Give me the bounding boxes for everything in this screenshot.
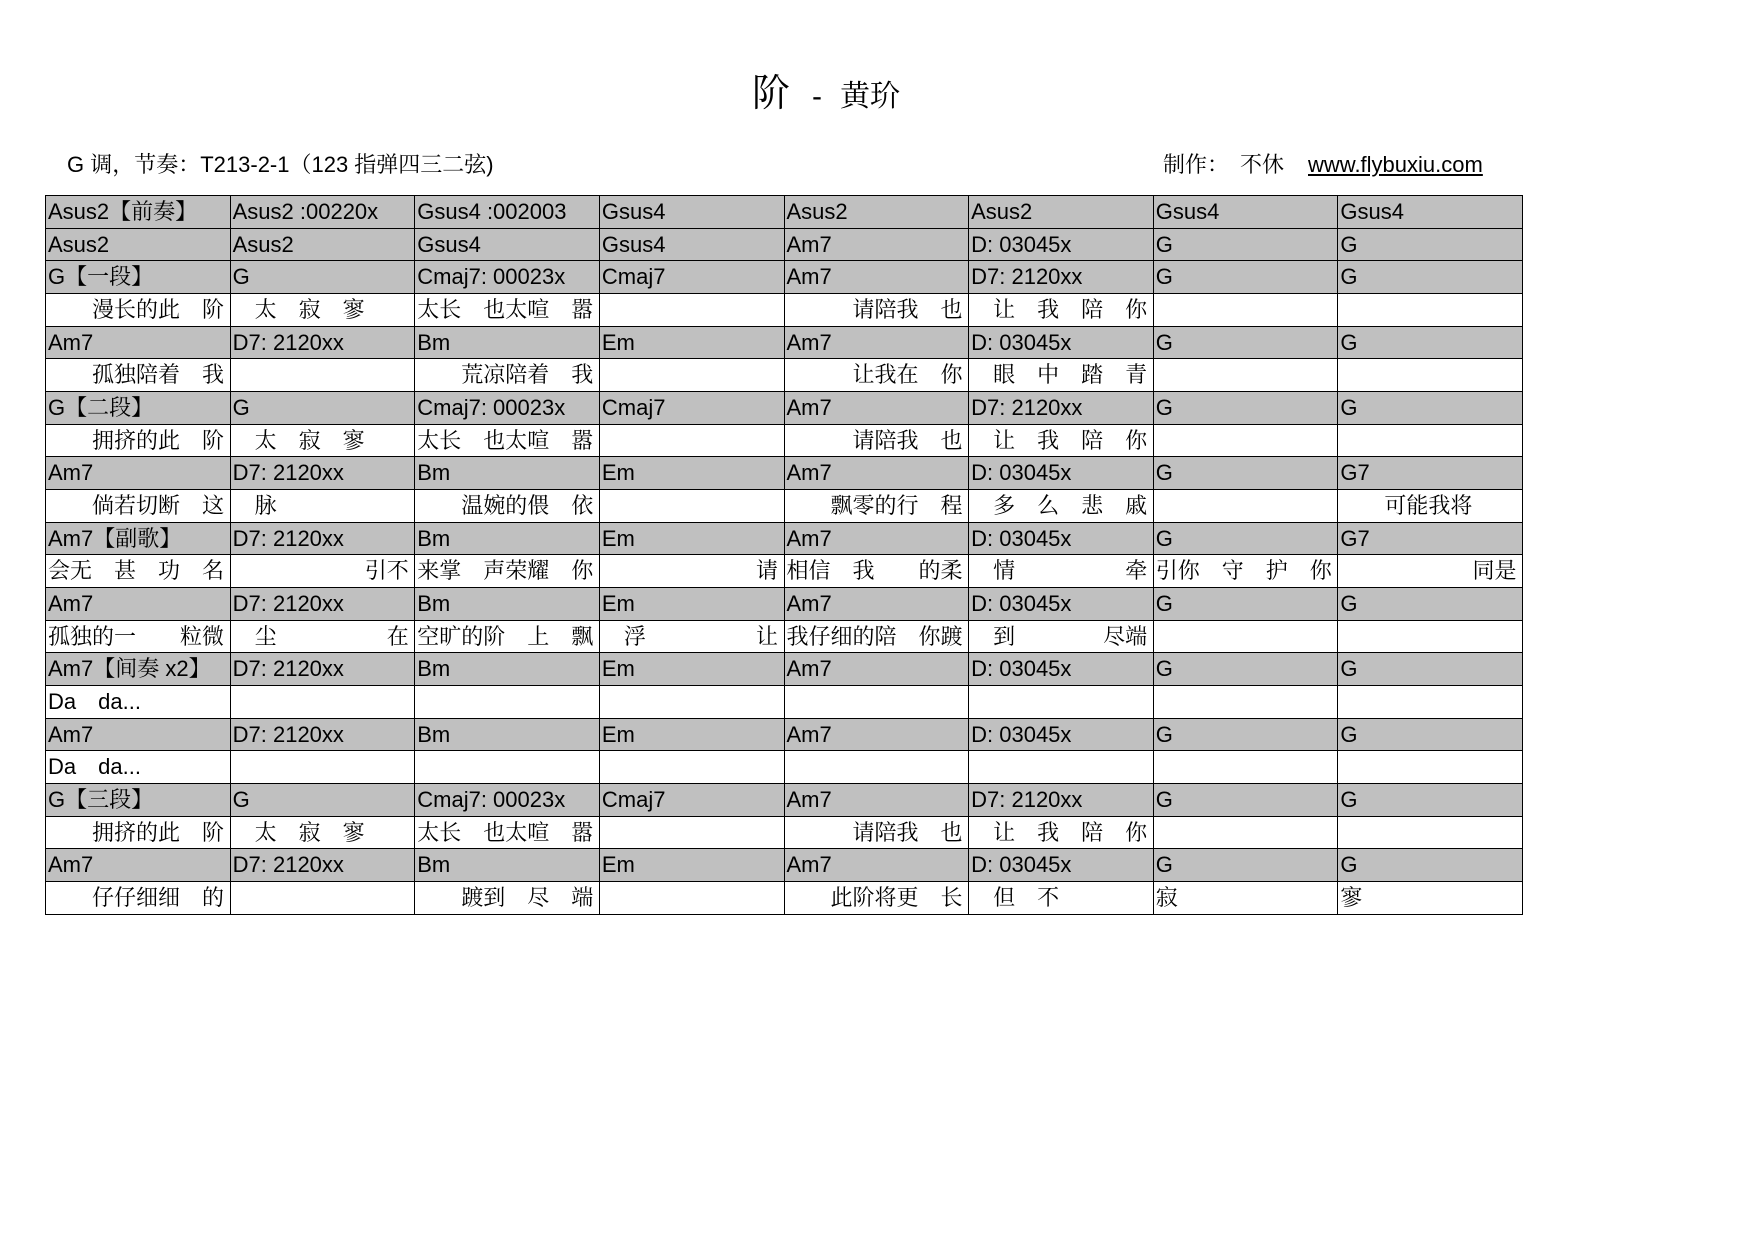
chord-cell: Asus2 bbox=[46, 229, 231, 262]
lyric-cell: 踱到 尽 端 bbox=[415, 882, 600, 915]
lyric-cell: 请陪我 也 bbox=[785, 425, 970, 458]
chord-cell: G7 bbox=[1338, 523, 1523, 556]
chord-cell: G bbox=[1338, 261, 1523, 294]
chord-cell: D: 03045x bbox=[969, 588, 1154, 621]
chord-row bbox=[46, 457, 1523, 490]
lyric-cell: 太长 也太喧 嚣 bbox=[415, 294, 600, 327]
chord-cell: G bbox=[1338, 784, 1523, 817]
lyric-cell: 太 寂 寥 bbox=[231, 294, 416, 327]
chord-cell: D7: 2120xx bbox=[969, 392, 1154, 425]
lyric-cell bbox=[1154, 751, 1339, 784]
chord-cell: Bm bbox=[415, 653, 600, 686]
lyric-cell: 请陪我 也 bbox=[785, 817, 970, 850]
chord-cell: Am7 bbox=[785, 261, 970, 294]
lyric-cell: 飘零的行 程 bbox=[785, 490, 970, 523]
lyric-cell: 荒凉陪着 我 bbox=[415, 359, 600, 392]
chord-cell: Am7 bbox=[46, 719, 231, 752]
lyric-cell bbox=[415, 751, 600, 784]
chord-cell: Gsus4 bbox=[600, 196, 785, 229]
chord-cell: G bbox=[231, 261, 416, 294]
lyric-cell: 到 尽端 bbox=[969, 621, 1154, 654]
lyric-cell: 拥挤的此 阶 bbox=[46, 817, 231, 850]
chord-cell: D7: 2120xx bbox=[231, 327, 416, 360]
chord-cell: G bbox=[1154, 327, 1339, 360]
chord-cell: Em bbox=[600, 719, 785, 752]
chord-cell: Gsus4 bbox=[1154, 196, 1339, 229]
chord-cell: G bbox=[1154, 784, 1339, 817]
chord-cell: G bbox=[1338, 719, 1523, 752]
lyric-cell bbox=[969, 686, 1154, 719]
chord-cell: Am7 bbox=[785, 457, 970, 490]
lyric-cell: 拥挤的此 阶 bbox=[46, 425, 231, 458]
chord-cell: Am7 bbox=[46, 849, 231, 882]
chord-cell: G bbox=[1338, 229, 1523, 262]
lyric-cell: 仔仔细细 的 bbox=[46, 882, 231, 915]
lyric-cell: 浮 让 bbox=[600, 621, 785, 654]
chord-row bbox=[46, 784, 1523, 817]
lyric-cell: 会无 甚 功 名 bbox=[46, 555, 231, 588]
chord-cell: Gsus4 bbox=[600, 229, 785, 262]
chord-cell: D7: 2120xx bbox=[231, 653, 416, 686]
lyric-cell: 情 牵 bbox=[969, 555, 1154, 588]
chord-cell: D: 03045x bbox=[969, 229, 1154, 262]
lyric-row bbox=[46, 359, 1523, 392]
chord-cell: Asus2 bbox=[785, 196, 970, 229]
lyric-cell: 太长 也太喧 嚣 bbox=[415, 425, 600, 458]
lyric-cell bbox=[231, 751, 416, 784]
lyric-cell bbox=[1154, 294, 1339, 327]
chord-cell: Cmaj7 bbox=[600, 392, 785, 425]
chord-cell: D: 03045x bbox=[969, 653, 1154, 686]
chord-cell: Cmaj7: 00023x bbox=[415, 261, 600, 294]
chord-row bbox=[46, 392, 1523, 425]
chord-cell: D7: 2120xx bbox=[231, 523, 416, 556]
lyric-cell: Da da... bbox=[46, 751, 231, 784]
artist-name: 黄玠 bbox=[840, 80, 901, 113]
chord-cell: Asus2 bbox=[969, 196, 1154, 229]
chord-cell: G bbox=[231, 392, 416, 425]
chord-cell: D: 03045x bbox=[969, 327, 1154, 360]
chord-cell: G bbox=[1338, 392, 1523, 425]
chord-cell: D7: 2120xx bbox=[969, 261, 1154, 294]
chord-cell: G bbox=[1154, 261, 1339, 294]
lyric-cell bbox=[600, 425, 785, 458]
chord-cell: Bm bbox=[415, 327, 600, 360]
lyric-cell: 此阶将更 长 bbox=[785, 882, 970, 915]
lyric-cell bbox=[1338, 425, 1523, 458]
chord-cell: G bbox=[1338, 653, 1523, 686]
title-separator: - bbox=[812, 80, 823, 113]
chord-cell: Cmaj7: 00023x bbox=[415, 784, 600, 817]
lyric-cell bbox=[231, 882, 416, 915]
chord-cell: Am7 bbox=[785, 653, 970, 686]
chord-cell: Em bbox=[600, 457, 785, 490]
lyric-cell: 眼 中 踏 青 bbox=[969, 359, 1154, 392]
page-title bbox=[752, 68, 900, 128]
lyric-cell: 太 寂 寥 bbox=[231, 817, 416, 850]
chord-cell: G bbox=[1154, 523, 1339, 556]
chord-cell: Bm bbox=[415, 849, 600, 882]
lyric-cell: 多 么 悲 戚 bbox=[969, 490, 1154, 523]
chord-cell: D: 03045x bbox=[969, 523, 1154, 556]
chord-cell: Bm bbox=[415, 457, 600, 490]
chord-cell: G bbox=[1338, 849, 1523, 882]
lyric-cell: 来掌 声荣耀 你 bbox=[415, 555, 600, 588]
chord-cell: G bbox=[1154, 588, 1339, 621]
chord-cell: G bbox=[1154, 849, 1339, 882]
website-link[interactable]: www.flybuxiu.com bbox=[1308, 152, 1483, 177]
lyric-cell bbox=[1338, 751, 1523, 784]
lyric-cell: 太长 也太喧 嚣 bbox=[415, 817, 600, 850]
chord-cell: Cmaj7 bbox=[600, 261, 785, 294]
lyric-cell bbox=[600, 751, 785, 784]
lyric-cell: 让 我 陪 你 bbox=[969, 294, 1154, 327]
lyric-cell: 请 bbox=[600, 555, 785, 588]
lyric-cell: 倘若切断 这 bbox=[46, 490, 231, 523]
lyric-cell bbox=[600, 817, 785, 850]
chord-cell: G bbox=[1338, 588, 1523, 621]
chord-cell: Gsus4 bbox=[415, 229, 600, 262]
chord-cell: Gsus4 :002003 bbox=[415, 196, 600, 229]
lyric-cell bbox=[1338, 294, 1523, 327]
chord-cell: D7: 2120xx bbox=[231, 719, 416, 752]
chord-cell: Em bbox=[600, 653, 785, 686]
lyric-row bbox=[46, 490, 1523, 523]
chord-cell: D7: 2120xx bbox=[969, 784, 1154, 817]
chord-cell: Cmaj7: 00023x bbox=[415, 392, 600, 425]
lyric-cell bbox=[1154, 425, 1339, 458]
chord-row bbox=[46, 327, 1523, 360]
chord-cell: D7: 2120xx bbox=[231, 457, 416, 490]
lyric-cell: 脉 bbox=[231, 490, 416, 523]
chord-cell: Am7 bbox=[46, 457, 231, 490]
lyric-cell: 让 我 陪 你 bbox=[969, 817, 1154, 850]
lyric-row bbox=[46, 621, 1523, 654]
lyric-cell: 可能我将 bbox=[1338, 490, 1523, 523]
lyric-row bbox=[46, 817, 1523, 850]
chord-cell: Am7 bbox=[785, 784, 970, 817]
chord-cell: Gsus4 bbox=[1338, 196, 1523, 229]
lyric-cell bbox=[1154, 817, 1339, 850]
lyric-cell: 引不 bbox=[231, 555, 416, 588]
lyric-cell: 空旷的阶 上 飘 bbox=[415, 621, 600, 654]
lyric-cell: 漫长的此 阶 bbox=[46, 294, 231, 327]
lyric-cell: 寂 bbox=[1154, 882, 1339, 915]
chord-cell: G bbox=[1154, 229, 1339, 262]
chord-row bbox=[46, 849, 1523, 882]
key-rhythm-info: G 调，节奏：T213-2-1（123 指弹四三二弦) bbox=[67, 152, 494, 177]
chord-cell: D7: 2120xx bbox=[231, 588, 416, 621]
chord-cell: Am7 bbox=[785, 229, 970, 262]
chord-cell: Am7 bbox=[46, 588, 231, 621]
lyric-cell: 孤独的一 粒微 bbox=[46, 621, 231, 654]
chord-cell: Bm bbox=[415, 588, 600, 621]
chord-cell: Asus2 :00220x bbox=[231, 196, 416, 229]
lyric-cell: 寥 bbox=[1338, 882, 1523, 915]
lyric-row bbox=[46, 686, 1523, 719]
chord-cell: G【三段】 bbox=[46, 784, 231, 817]
chord-cell: Em bbox=[600, 588, 785, 621]
chord-cell: D7: 2120xx bbox=[231, 849, 416, 882]
chord-row bbox=[46, 196, 1523, 229]
lyric-cell bbox=[1154, 359, 1339, 392]
lyric-cell bbox=[231, 686, 416, 719]
lyric-row bbox=[46, 882, 1523, 915]
chord-cell: D: 03045x bbox=[969, 849, 1154, 882]
lyric-cell: 我仔细的陪 你踱 bbox=[785, 621, 970, 654]
chord-cell: G【一段】 bbox=[46, 261, 231, 294]
lyric-cell bbox=[1338, 686, 1523, 719]
lyric-cell: 请陪我 也 bbox=[785, 294, 970, 327]
chord-cell: G【二段】 bbox=[46, 392, 231, 425]
lyric-cell bbox=[600, 490, 785, 523]
lyric-row bbox=[46, 294, 1523, 327]
lyric-cell bbox=[600, 686, 785, 719]
lyric-cell: 让 我 陪 你 bbox=[969, 425, 1154, 458]
lyric-cell: Da da... bbox=[46, 686, 231, 719]
chord-cell: G bbox=[1154, 719, 1339, 752]
chord-cell: G bbox=[1154, 653, 1339, 686]
chord-cell: G bbox=[1154, 392, 1339, 425]
lyric-cell: 太 寂 寥 bbox=[231, 425, 416, 458]
lyric-cell bbox=[1338, 817, 1523, 850]
chord-row bbox=[46, 653, 1523, 686]
lyric-cell: 相信 我 的柔 bbox=[785, 555, 970, 588]
chord-cell: Asus2 bbox=[231, 229, 416, 262]
lyric-cell bbox=[415, 686, 600, 719]
chord-cell: Bm bbox=[415, 719, 600, 752]
song-title: 阶 bbox=[752, 73, 791, 115]
chord-cell: Am7 bbox=[785, 719, 970, 752]
lyric-cell: 同是 bbox=[1338, 555, 1523, 588]
lyric-cell bbox=[1338, 621, 1523, 654]
lyric-cell bbox=[231, 359, 416, 392]
credit-label: 制作： bbox=[1163, 152, 1230, 177]
lyric-cell: 让我在 你 bbox=[785, 359, 970, 392]
chord-cell: Bm bbox=[415, 523, 600, 556]
chord-row bbox=[46, 229, 1523, 262]
chord-cell: Am7 bbox=[785, 849, 970, 882]
chord-row bbox=[46, 588, 1523, 621]
lyric-cell: 温婉的偎 依 bbox=[415, 490, 600, 523]
chord-cell: Am7 bbox=[785, 392, 970, 425]
lyric-cell bbox=[1338, 359, 1523, 392]
chord-cell: Am7【间奏 x2】 bbox=[46, 653, 231, 686]
chord-row bbox=[46, 719, 1523, 752]
chord-cell: G bbox=[231, 784, 416, 817]
lyric-cell bbox=[1154, 490, 1339, 523]
lyric-cell: 引你 守 护 你 bbox=[1154, 555, 1339, 588]
lyric-cell bbox=[969, 751, 1154, 784]
chord-cell: G bbox=[1154, 457, 1339, 490]
credit-author: 不休 bbox=[1240, 152, 1285, 177]
chord-cell: Am7 bbox=[785, 523, 970, 556]
lyric-cell bbox=[600, 882, 785, 915]
lyric-cell bbox=[1154, 621, 1339, 654]
chord-cell: Cmaj7 bbox=[600, 784, 785, 817]
chord-cell: Em bbox=[600, 327, 785, 360]
chord-cell: G7 bbox=[1338, 457, 1523, 490]
chord-cell: Am7 bbox=[785, 588, 970, 621]
lyric-cell: 孤独陪着 我 bbox=[46, 359, 231, 392]
lyric-cell bbox=[785, 686, 970, 719]
chord-cell: D: 03045x bbox=[969, 457, 1154, 490]
lyric-row bbox=[46, 555, 1523, 588]
lyric-cell bbox=[1154, 686, 1339, 719]
lyric-row bbox=[46, 425, 1523, 458]
chord-cell: Am7 bbox=[46, 327, 231, 360]
lyric-cell bbox=[785, 751, 970, 784]
chord-cell: Em bbox=[600, 523, 785, 556]
chord-cell: Em bbox=[600, 849, 785, 882]
chord-cell: D: 03045x bbox=[969, 719, 1154, 752]
chord-cell: G bbox=[1338, 327, 1523, 360]
lyric-cell bbox=[600, 359, 785, 392]
chord-cell: Am7 bbox=[785, 327, 970, 360]
lyric-cell: 尘 在 bbox=[231, 621, 416, 654]
lyric-cell bbox=[600, 294, 785, 327]
chord-chart-table bbox=[45, 195, 1523, 915]
lyric-cell: 但 不 bbox=[969, 882, 1154, 915]
lyric-row bbox=[46, 751, 1523, 784]
chord-cell: Asus2【前奏】 bbox=[46, 196, 231, 229]
chord-cell: Am7【副歌】 bbox=[46, 523, 231, 556]
chord-row bbox=[46, 523, 1523, 556]
chord-row bbox=[46, 261, 1523, 294]
